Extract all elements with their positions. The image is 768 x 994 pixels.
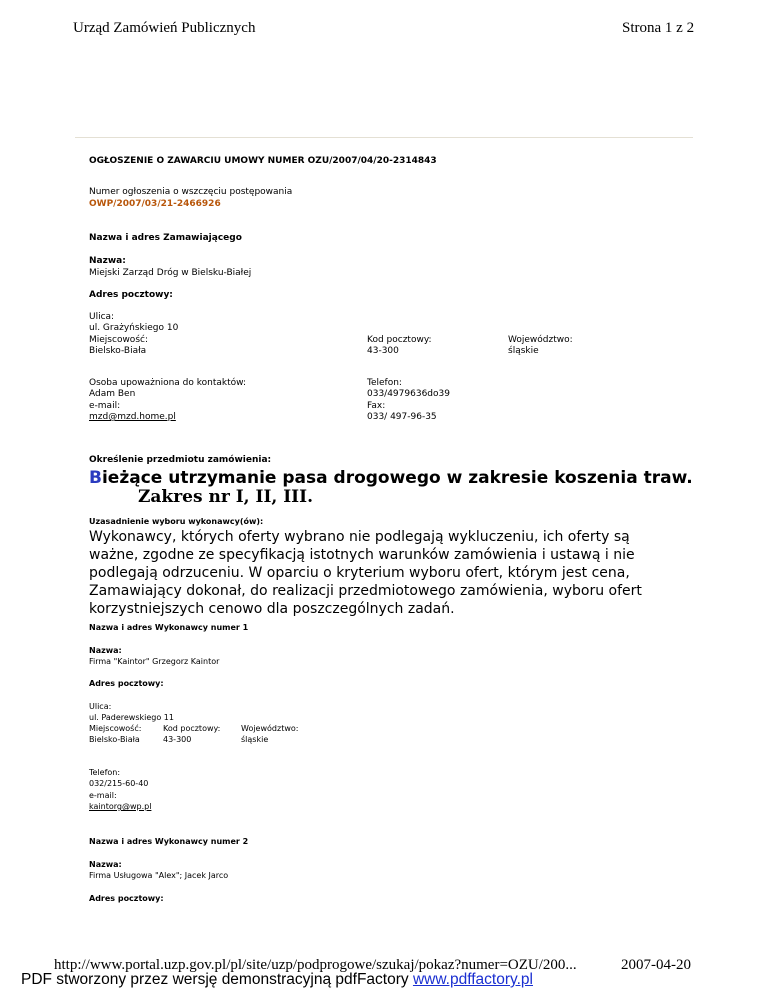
contractor1-phone-label: Telefon: [89, 768, 121, 777]
contact-person-value: Adam Ben [89, 389, 136, 399]
contractor1-street-label: Ulica: [89, 702, 112, 711]
street-label: Ulica: [89, 312, 115, 322]
fax-label: Fax: [367, 401, 386, 411]
contractor1-province-label: Województwo: [241, 724, 299, 733]
order-subject-line2: Zakres nr I, II, III. [138, 487, 314, 507]
announcement-heading: OGŁOSZENIE O ZAWARCIU UMOWY NUMER OZU/2007/04/20-2314843 [89, 156, 437, 166]
order-subject-label: Określenie przedmiotu zamówienia: [89, 455, 272, 465]
pdffactory-link[interactable]: www.pdffactory.pl [412, 971, 533, 988]
contractor1-phone-value: 032/215-60-40 [89, 779, 149, 788]
order-subject-line1-text: ieżące utrzymanie pasa drogowego w zakresie koszenia traw. [101, 468, 693, 488]
source-url[interactable]: http://www.portal.uzp.gov.pl/pl/site/uzp/podprogowe/szukaj/pokaz?numer=OZU/200... [54, 957, 577, 973]
page-number: Strona 1 z 2 [622, 20, 695, 36]
contractor1-email-text[interactable]: kaintorg@wp.pl [89, 802, 152, 811]
contractor1-heading: Nazwa i adres Wykonawcy numer 1 [89, 623, 249, 632]
contractor1-email-label: e-mail: [89, 791, 117, 800]
contracting-authority-heading: Nazwa i adres Zamawiającego [89, 233, 242, 243]
notice-number-label: Numer ogłoszenia o wszczęciu postępowania [89, 187, 293, 197]
contractor2-name-label: Nazwa: [89, 860, 122, 869]
authority-name-label: Nazwa: [89, 256, 126, 266]
province-value: śląskie [508, 346, 539, 356]
phone-value: 033/4979636do39 [367, 389, 450, 399]
contractor1-name-value: Firma "Kaintor" Grzegorz Kaintor [89, 657, 220, 666]
contractor1-street-value: ul. Paderewskiego 11 [89, 713, 174, 722]
pdf-watermark-text: PDF stworzony przez wersję demonstracyjną pdfFactory [21, 971, 409, 988]
contractor1-address-label: Adres pocztowy: [89, 679, 164, 688]
authority-name-value: Miejski Zarząd Dróg w Bielsku-Białej [89, 268, 252, 278]
notice-number-value: OWP/2007/03/21-2466926 [89, 199, 221, 209]
authority-address-label: Adres pocztowy: [89, 290, 173, 300]
email-link-text[interactable]: mzd@mzd.home.pl [89, 412, 176, 422]
header-divider [75, 137, 693, 138]
postal-code-label: Kod pocztowy: [367, 335, 432, 345]
order-subject-line1 [89, 468, 693, 488]
contractor1-postal-value: 43-300 [163, 735, 192, 744]
print-date: 2007-04-20 [621, 957, 691, 973]
fax-value: 033/ 497-96-35 [367, 412, 437, 422]
contractor1-city-label: Miejscowość: [89, 724, 142, 733]
justification-label: Uzasadnienie wyboru wykonawcy(ów): [89, 517, 264, 526]
contractor2-name-value: Firma Usługowa "Alex"; Jacek Jarco [89, 871, 229, 880]
contractor2-address-label: Adres pocztowy: [89, 894, 164, 903]
pdf-watermark [21, 971, 533, 989]
contractor1-province-value: śląskie [241, 735, 269, 744]
contractor1-postal-label: Kod pocztowy: [163, 724, 221, 733]
phone-label: Telefon: [367, 378, 402, 388]
contractor1-email-link[interactable] [89, 801, 151, 813]
postal-code-value: 43-300 [367, 346, 399, 356]
contractor1-name-label: Nazwa: [89, 646, 122, 655]
order-subject-initial: B [89, 468, 102, 488]
justification-text: Wykonawcy, których oferty wybrano nie podlegają wykluczeniu, ich oferty są ważne, zgodne ze specyfikacją istotnych warunków zamówienia i ustawą i nie podlegają odrzuceniu. W oparciu o kryterium wyboru ofert, którym jest cena, Zamawiający dokonał, do realizacji przedmiotowego zamówienia, wyboru ofert korzystniejszych cenowo dla poszczególnych zadań. [89, 529, 642, 617]
email-link[interactable] [89, 412, 176, 424]
street-value: ul. Grażyńskiego 10 [89, 323, 179, 333]
contact-person-label: Osoba upoważniona do kontaktów: [89, 378, 247, 388]
city-value: Bielsko-Biała [89, 346, 147, 356]
email-label: e-mail: [89, 401, 121, 411]
contractor1-city-value: Bielsko-Biała [89, 735, 140, 744]
contractor2-heading: Nazwa i adres Wykonawcy numer 2 [89, 837, 249, 846]
city-label: Miejscowość: [89, 335, 148, 345]
page-header-title: Urząd Zamówień Publicznych [73, 20, 256, 36]
province-label: Województwo: [508, 335, 573, 345]
